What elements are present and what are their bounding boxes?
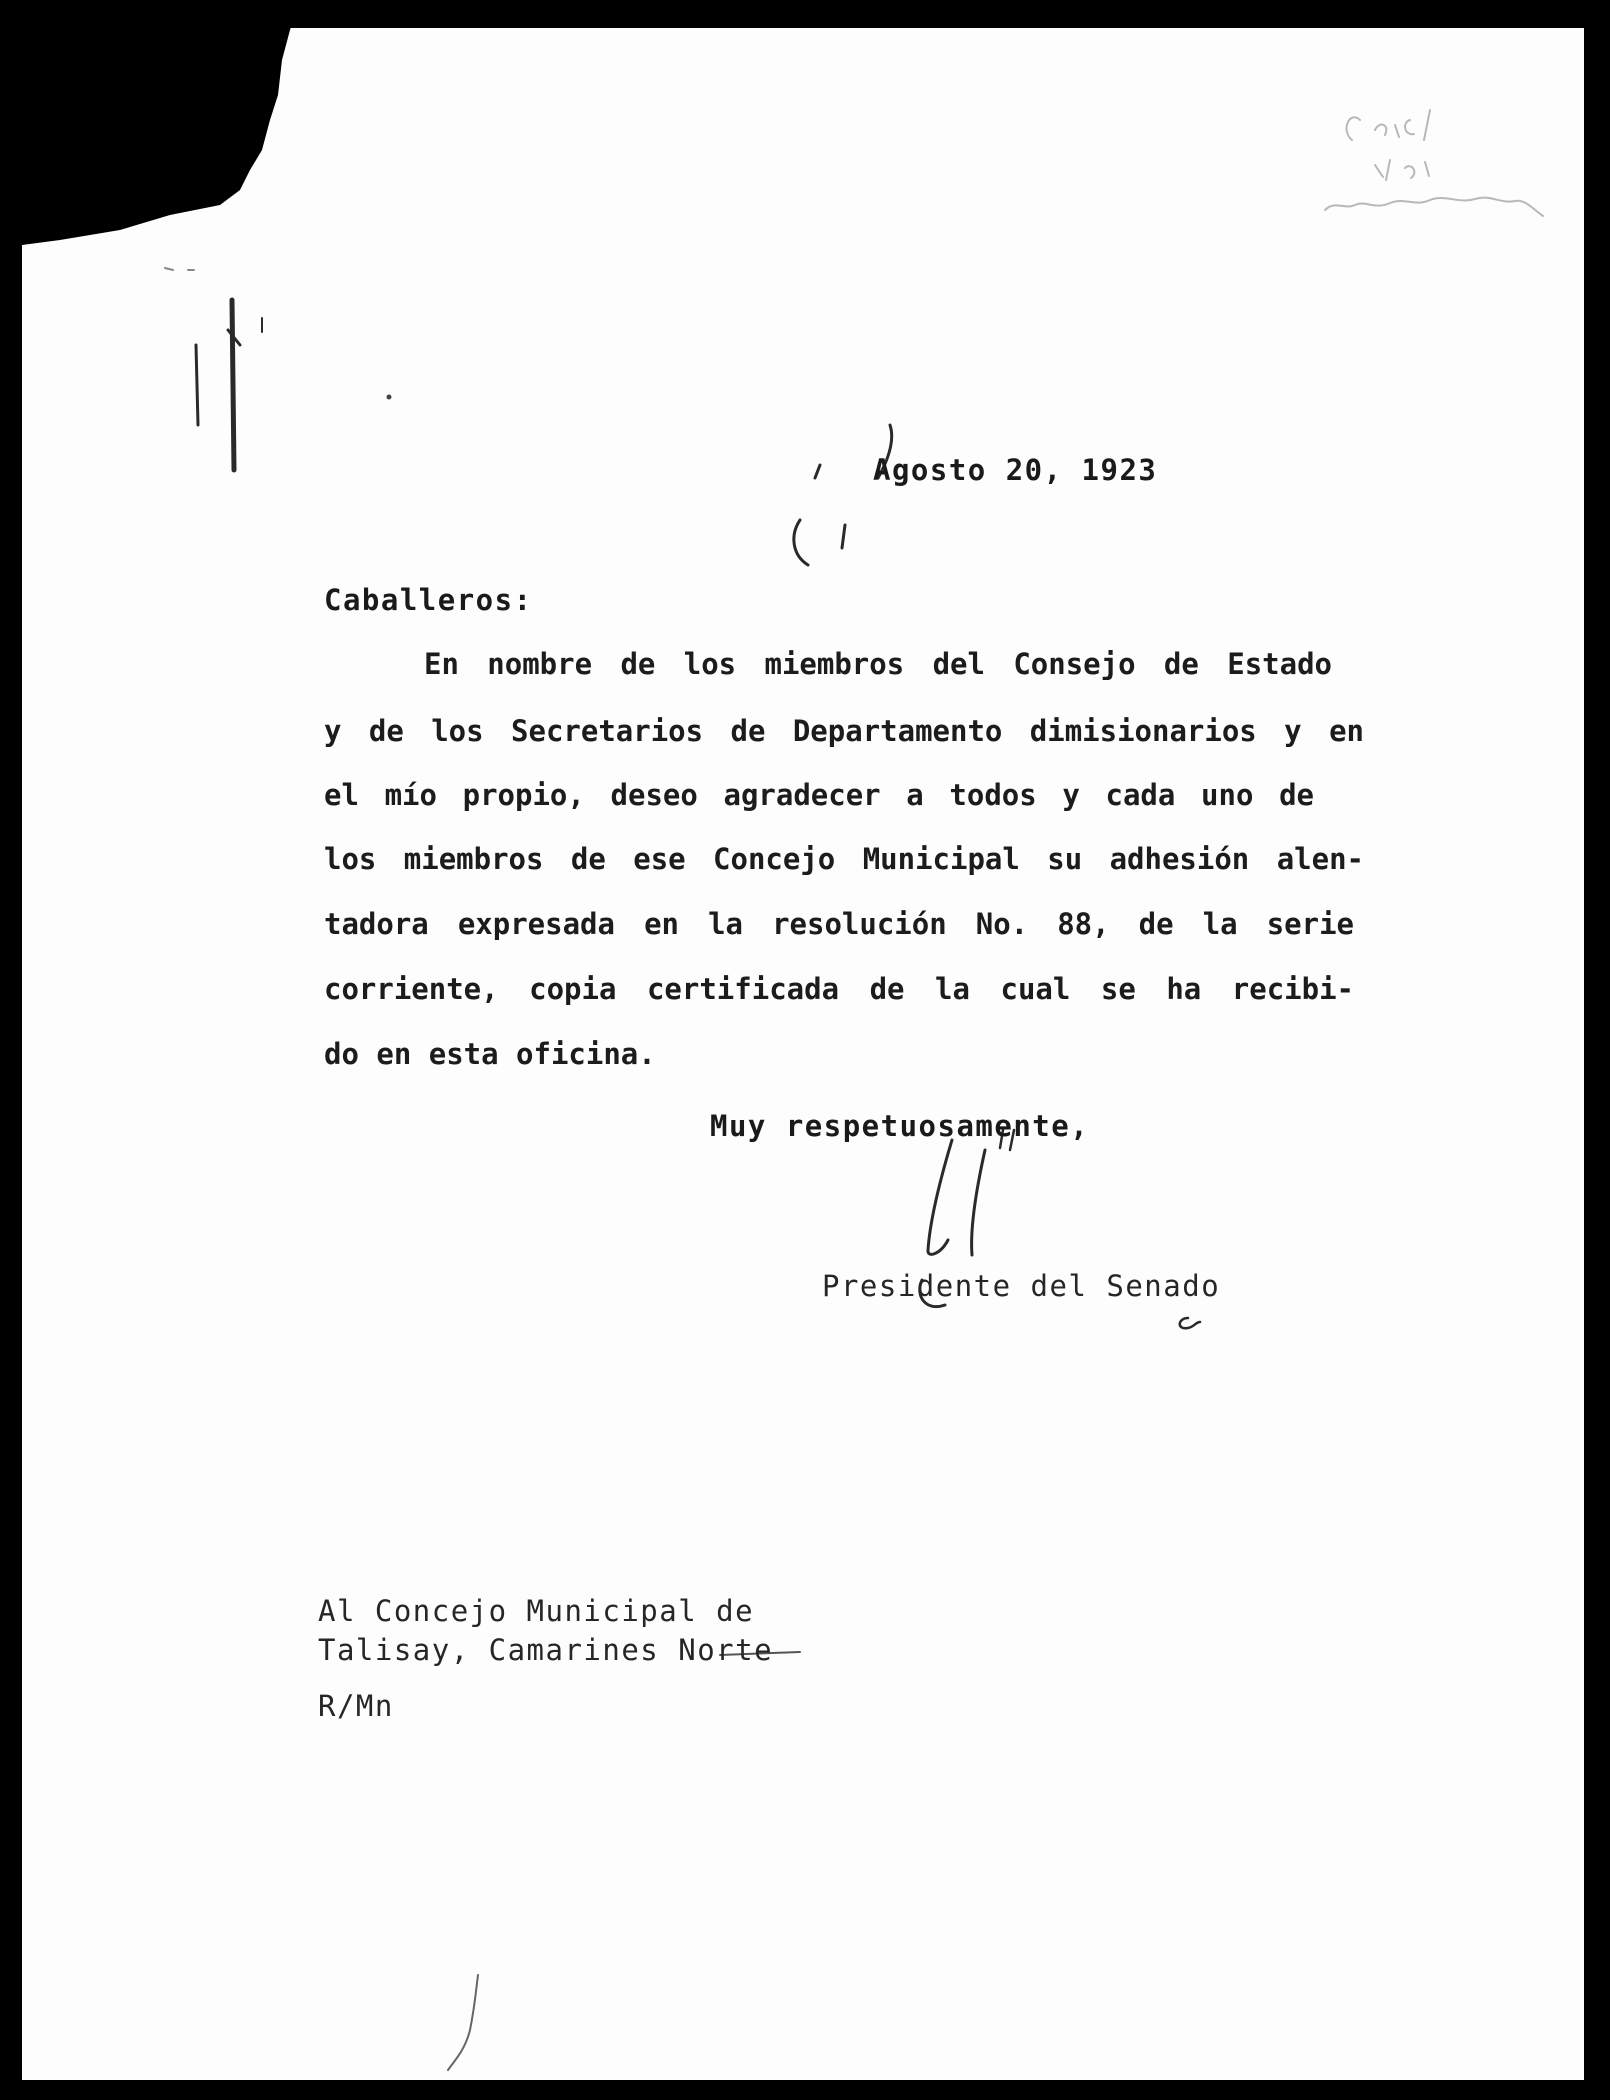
recipient-line: Al Concejo Municipal de	[318, 1594, 755, 1628]
pencil-note	[1320, 90, 1590, 280]
letter-sheet	[22, 28, 1584, 2080]
torn-corner	[0, 0, 300, 260]
signature-title: Presidente del Senado	[822, 1269, 1221, 1303]
reference-initials: R/Mn	[318, 1689, 394, 1723]
body-line: y de los Secretarios de Departamento dimisionarios y en	[324, 714, 1364, 748]
body-line: En nombre de los miembros del Consejo de Estado	[424, 647, 1332, 681]
body-line: corriente, copia certificada de la cual se ha recibi-	[324, 972, 1354, 1006]
letter-date: Agosto 20, 1923	[873, 453, 1158, 487]
body-line: el mío propio, deseo agradecer a todos y cada uno de	[324, 778, 1314, 812]
body-line: do en esta oficina.	[324, 1037, 656, 1071]
recipient-line: Talisay, Camarines Norte	[318, 1633, 774, 1667]
body-line: los miembros de ese Concejo Municipal su adhesión alen-	[324, 842, 1364, 876]
body-line: tadora expresada en la resolución No. 88, de la serie	[324, 907, 1354, 941]
letter-closing: Muy respetuosamente,	[710, 1109, 1090, 1143]
letter-salutation: Caballeros:	[324, 583, 533, 617]
